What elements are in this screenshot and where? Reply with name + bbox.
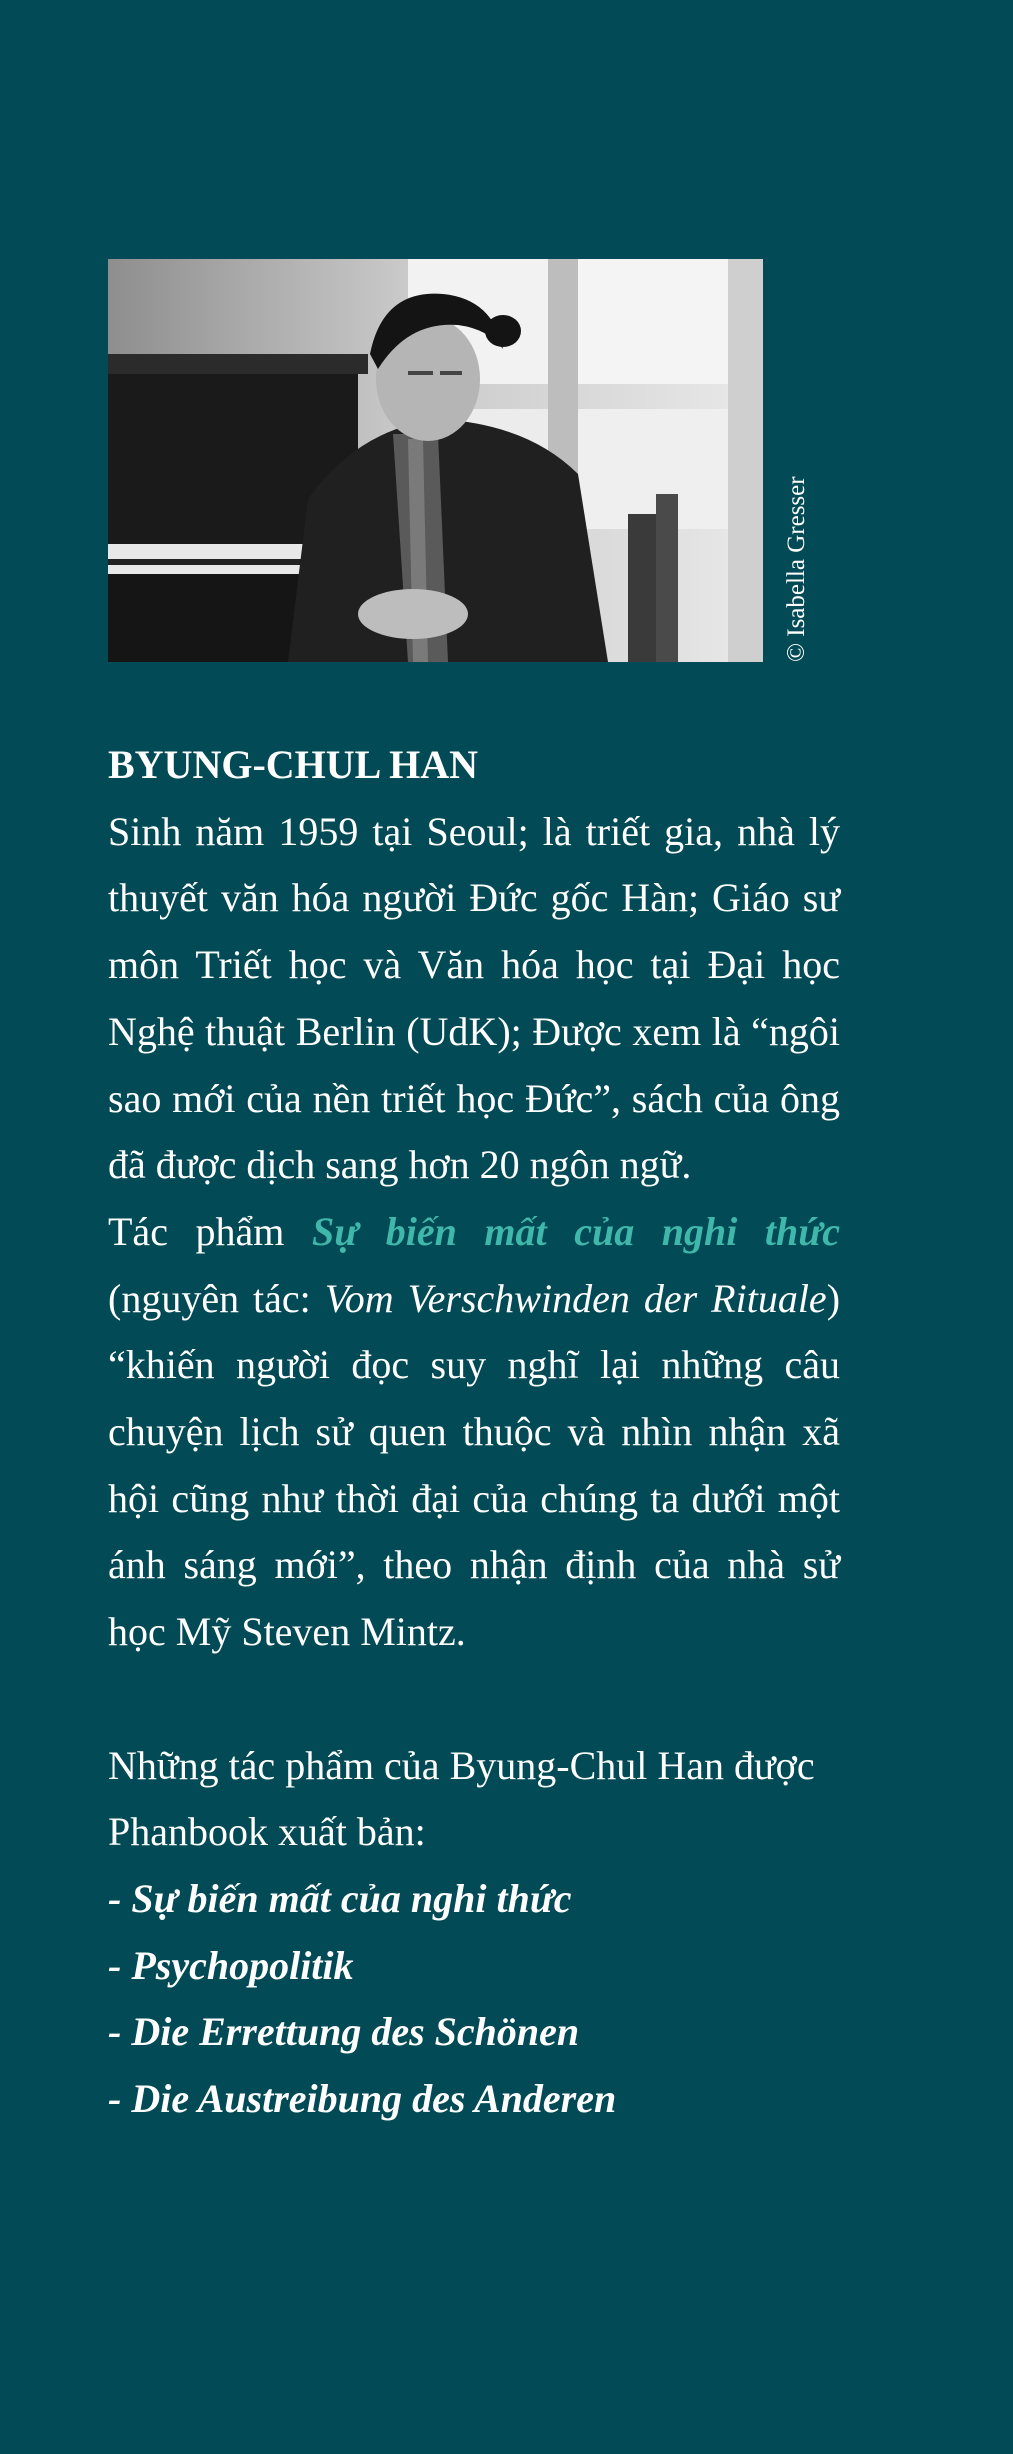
works-list (108, 1866, 840, 2133)
works-list-item: - Die Errettung des Schönen (108, 2009, 580, 2055)
bio-p2-lead: Tác phẩm (108, 1208, 312, 1254)
featured-book-title: Sự biến mất của nghi thức (311, 1208, 841, 1254)
works-list-item: - Sự biến mất của nghi thức (108, 1875, 572, 1921)
author-bio (108, 732, 840, 2133)
portrait-photo-icon (108, 259, 763, 662)
photo-credit: © Isabella Gresser (783, 476, 810, 662)
original-title: Vom Verschwinden der Rituale (324, 1275, 827, 1321)
section-spacer (108, 1666, 840, 1733)
works-list-item: - Psychopolitik (108, 1942, 354, 1988)
works-intro: Những tác phẩm của Byung-Chul Han được Phanbook xuất bản: (108, 1742, 815, 1855)
bio-paragraph-2 (108, 1199, 840, 1666)
author-name: BYUNG-CHUL HAN (108, 742, 479, 787)
bio-paragraph-1: Sinh năm 1959 tại Seoul; là triết gia, nhà lý thuyết văn hóa người Đức gốc Hàn; Giáo sư môn Triết học và Văn hóa học tại Đại học Nghệ thuật Berlin (UdK); Được xem là “ngôi sao mới của nền triết học Đức”, sách của ông đã được dịch sang hơn 20 ngôn ngữ. (108, 808, 840, 1188)
author-portrait-photo (108, 259, 763, 662)
works-list-item: - Die Austreibung des Anderen (108, 2076, 617, 2122)
bio-p2-open: (nguyên tác: (108, 1275, 325, 1321)
bio-p2-rest: ) “khiến người đọc suy nghĩ lại những câu chuyện lịch sử quen thuộc và nhìn nhận xã hội cũng như thời đại của chúng ta dưới một ánh sáng mới”, theo nhận định của nhà sử học Mỹ Steven Mintz. (108, 1275, 841, 1655)
